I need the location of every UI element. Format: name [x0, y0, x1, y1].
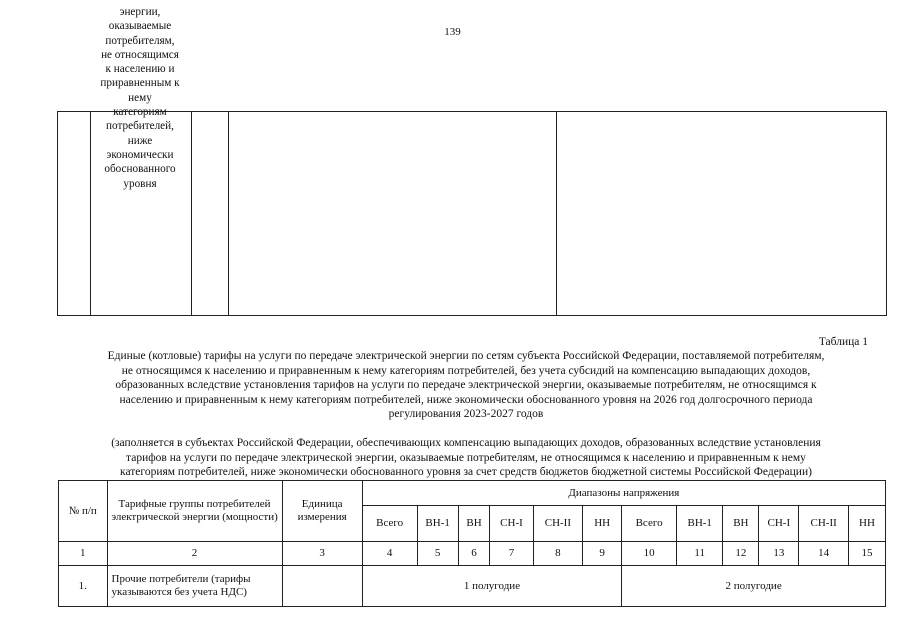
title-line: Единые (котловые) тарифы на услуги по передаче электрической энергии по сетям субъекта Российской Федерации, поставляемой потребителям,	[107, 350, 825, 362]
page-number: 139	[444, 26, 461, 38]
column-number: 1	[59, 542, 108, 566]
text-line: ниже	[127, 134, 153, 147]
column-number: 12	[723, 542, 759, 566]
title-line: не относящимся к населению и приравненным к нему категориям потребителей, без учета субсидий на компенсацию выпадающих доходов,	[121, 364, 811, 377]
table-divider	[556, 112, 557, 315]
row-num: 1.	[59, 566, 108, 607]
header-sub: ВН	[458, 506, 490, 542]
column-number: 13	[759, 542, 799, 566]
text-line: оказываемые	[108, 20, 172, 33]
text-line: категориям	[113, 106, 167, 119]
header-voltage-ranges: Диапазоны напряжения	[362, 481, 885, 506]
title-line: образованных вследствие установления тарифов на услуги по передаче электрической энергии, оказываемые потребителям, не относящимся к	[115, 379, 817, 392]
header-groups: Тарифные группы потребителей электрической энергии (мощности)	[107, 481, 282, 542]
header-sub: НН	[583, 506, 622, 542]
column-number: 11	[677, 542, 723, 566]
table-row	[59, 566, 886, 607]
text-line: обоснованного	[104, 163, 176, 176]
text-line: не относящимся	[101, 48, 179, 61]
text-line: приравненным к	[100, 77, 180, 90]
row-group: Прочие потребители (тарифы указываются без учета НДС)	[107, 566, 282, 607]
text-line: энергии,	[119, 6, 161, 18]
text-line: потребителей,	[106, 120, 174, 133]
text-line: экономически	[106, 148, 174, 161]
column-number: 6	[458, 542, 490, 566]
header-unit: Единица измерения	[282, 481, 362, 542]
column-number: 5	[417, 542, 458, 566]
table-caption: Таблица 1	[818, 336, 868, 348]
title-line: населению и приравненным к нему категориям потребителей, ниже экономически обоснованного уровня на 2026 год долгосрочного периода	[119, 393, 813, 406]
text-line: нему	[128, 91, 152, 104]
header-sub: СН-II	[799, 506, 849, 542]
header-sub: Всего	[362, 506, 417, 542]
header-sub: ВН-1	[417, 506, 458, 542]
header-sub: СН-I	[490, 506, 533, 542]
table-note	[55, 436, 877, 480]
note-line: категориям потребителей, ниже экономически обоснованного уровня за счет средств бюджетов бюджетной системы Российской Федерации)	[120, 466, 812, 479]
text-line: уровня	[123, 177, 157, 190]
column-number: 7	[490, 542, 533, 566]
row-unit	[282, 566, 362, 607]
header-sub: Всего	[622, 506, 677, 542]
row-half1: 1 полугодие	[362, 566, 621, 607]
column-number: 9	[583, 542, 622, 566]
note-line: тарифов на услуги по передаче электрической энергии, оказываемые потребителям, не относящимся к населению и приравненным к нему	[126, 451, 806, 464]
title-line: регулирования 2023-2027 годов	[388, 408, 544, 421]
column-number: 8	[533, 542, 583, 566]
column-number: 2	[107, 542, 282, 566]
column-number: 10	[622, 542, 677, 566]
text-line: к населению и	[105, 63, 175, 76]
tariff-table	[58, 480, 886, 607]
header-sub: ВН-1	[677, 506, 723, 542]
header-sub: СН-I	[759, 506, 799, 542]
header-sub: СН-II	[533, 506, 583, 542]
table-divider	[191, 112, 192, 315]
column-number: 15	[848, 542, 885, 566]
header-sub: НН	[848, 506, 885, 542]
text-line: потребителям,	[105, 34, 175, 47]
column-number: 14	[799, 542, 849, 566]
column-number: 3	[282, 542, 362, 566]
header-num: № п/п	[59, 481, 108, 542]
table-title	[55, 349, 877, 422]
table-divider	[228, 112, 229, 315]
column-number: 4	[362, 542, 417, 566]
note-line: (заполняется в субъектах Российской Федерации, обеспечивающих компенсацию выпадающих доходов, образованных вследствие установления	[111, 437, 821, 449]
row-half2: 2 полугодие	[622, 566, 886, 607]
continuation-cell-text	[90, 5, 190, 191]
header-sub: ВН	[723, 506, 759, 542]
